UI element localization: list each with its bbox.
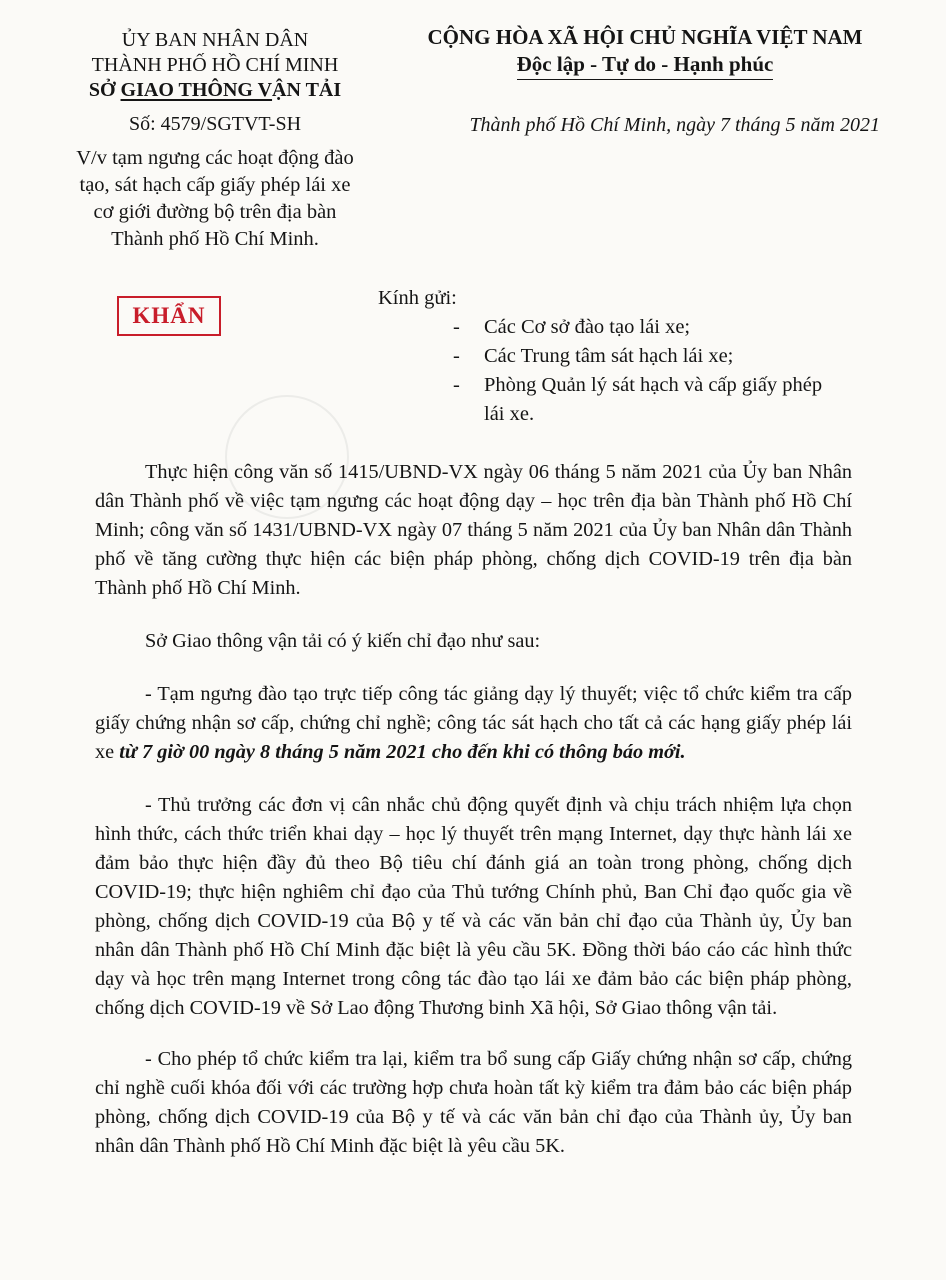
document-subject (40, 145, 390, 253)
recipient-text: Phòng Quản lý sát hạch và cấp giấy phép lái xe. (484, 374, 823, 425)
para3-emphasis: từ 7 giờ 00 ngày 8 tháng 5 năm 2021 cho đến khi có thông báo mới. (119, 741, 686, 763)
agency-line-2: THÀNH PHỐ HỒ CHÍ MINH (91, 54, 339, 76)
subject-line-4: Thành phố Hồ Chí Minh. (111, 228, 319, 250)
bullet-dash: - (453, 374, 460, 396)
urgent-stamp: KHẨN (117, 296, 221, 336)
department-name-underlined: GIAO THÔNG V (120, 79, 273, 101)
bullet-dash: - (453, 316, 460, 338)
body-paragraph-4: - Thủ trưởng các đơn vị cân nhắc chủ động quyết định và chịu trách nhiệm lựa chọn hình thức, cách thức triển khai dạy – học lý thuyết trên mạng Internet, dạy thực hành lái xe đảm bảo thực hiện đầy đủ theo Bộ tiêu chí đánh giá an toàn trong phòng, chống dịch COVID-19; thực hiện nghiêm chỉ đạo của Thủ tướng Chính phủ, Ban Chỉ đạo quốc gia về phòng, chống dịch COVID-19 của Bộ y tế và các văn bản chỉ đạo của Thành ủy, Ủy ban nhân dân Thành phố Hồ Chí Minh đặc biệt là yêu cầu 5K. Đồng thời báo cáo các hình thức dạy và học trên mạng Internet trong công tác đào tạo lái xe đảm bảo các biện pháp phòng, chống dịch COVID-19 về Sở Lao động Thương binh Xã hội, Sở Giao thông vận tải. (95, 794, 852, 1019)
recipient-text: Các Cơ sở đào tạo lái xe; (484, 316, 691, 338)
department-name-post: ẬN TẢI (272, 79, 342, 101)
para3-text: - Tạm ngưng đào tạo trực tiếp công tác giảng dạy lý thuyết; việc tổ chức kiểm tra cấp giấy chứng nhận sơ cấp, chứng chỉ nghề; công tác sát hạch cho tất cả các hạng giấy phép lái xe (95, 683, 852, 763)
national-header (410, 24, 880, 80)
body-paragraph-5: - Cho phép tổ chức kiểm tra lại, kiểm tra bổ sung cấp Giấy chứng nhận sơ cấp, chứng chỉ nghề cuối khóa đối với các trường hợp chưa hoàn tất kỳ kiểm tra đảm bảo các biện pháp phòng, chống dịch COVID-19 của Bộ y tế và các văn bản chỉ đạo của Thành ủy, Ủy ban nhân dân Thành phố Hồ Chí Minh đặc biệt là yêu cầu 5K. (95, 1048, 852, 1157)
document-body (95, 458, 852, 1185)
issuing-agency-header (50, 28, 380, 103)
recipients-label: Kính gửi: (378, 287, 457, 309)
agency-line-1: ỦY BAN NHÂN DÂN (121, 29, 309, 51)
subject-line-2: tạo, sát hạch cấp giấy phép lái xe (79, 174, 351, 196)
recipients-block (378, 284, 858, 429)
recipient-item (378, 313, 858, 342)
body-paragraph-2: Sở Giao thông vận tải có ý kiến chỉ đạo như sau: (145, 630, 541, 652)
bullet-dash: - (453, 345, 460, 367)
place-and-date: Thành phố Hồ Chí Minh, ngày 7 tháng 5 năm 2021 (469, 114, 880, 136)
recipient-item (378, 342, 858, 371)
document-number: Số: 4579/SGTVT-SH (128, 113, 302, 135)
body-paragraph-3 (95, 680, 852, 767)
recipient-item (378, 371, 858, 429)
body-paragraph-1: Thực hiện công văn số 1415/UBND-VX ngày 06 tháng 5 năm 2021 của Ủy ban Nhân dân Thành phố về việc tạm ngưng các hoạt động dạy – học trên địa bàn Thành phố Hồ Chí Minh; công văn số 1431/UBND-VX ngày 07 tháng 5 năm 2021 của Ủy ban Nhân dân Thành phố về tăng cường thực hiện các biện pháp phòng, chống dịch COVID-19 trên địa bàn Thành phố Hồ Chí Minh. (95, 461, 852, 599)
subject-line-1: V/v tạm ngưng các hoạt động đào (76, 147, 354, 169)
recipient-text: Các Trung tâm sát hạch lái xe; (484, 345, 734, 367)
department-name-pre: SỞ (88, 79, 121, 101)
subject-line-3: cơ giới đường bộ trên địa bàn (93, 201, 337, 223)
department-name (50, 78, 380, 103)
country-name: CỘNG HÒA XÃ HỘI CHỦ NGHĨA VIỆT NAM (427, 25, 863, 49)
national-motto: Độc lập - Tự do - Hạnh phúc (517, 51, 774, 80)
